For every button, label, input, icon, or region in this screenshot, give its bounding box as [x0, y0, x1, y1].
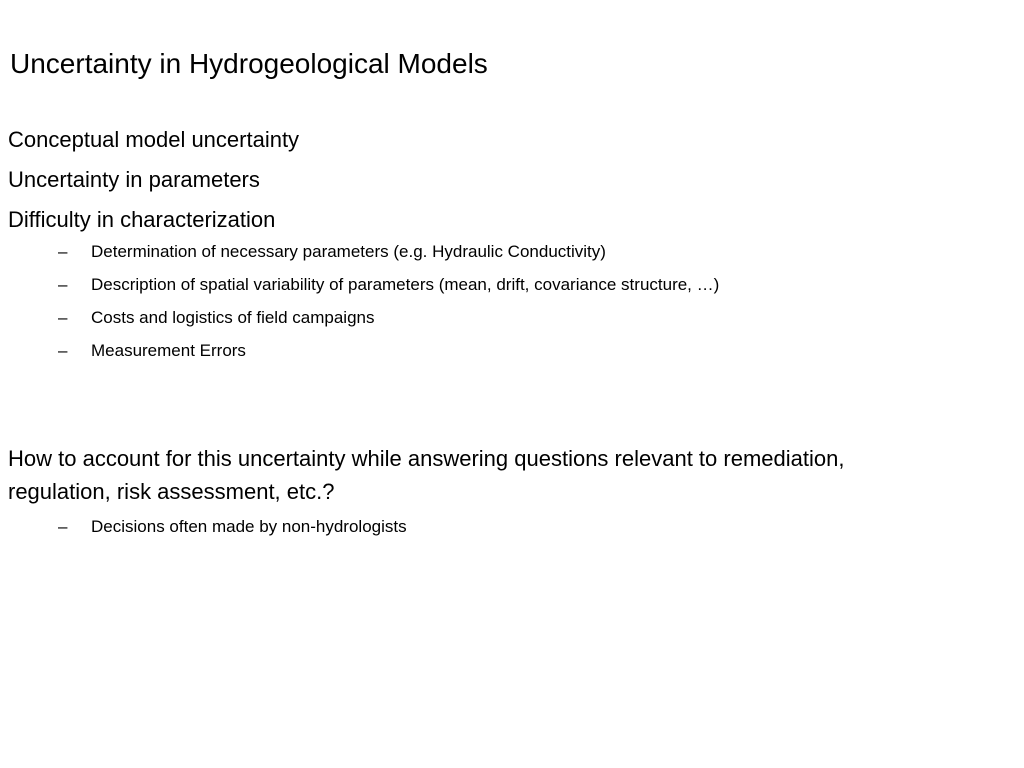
sub-bullet-decisions: [8, 510, 1008, 543]
dash-icon: –: [58, 308, 68, 327]
sub-bullet-text: Measurement Errors: [91, 341, 246, 360]
sub-bullet-determination: [8, 235, 1008, 268]
dash-icon: –: [58, 275, 68, 294]
bullet-uncertainty-in-parameters: Uncertainty in parameters: [8, 167, 260, 192]
dash-icon: –: [58, 341, 68, 360]
bullet-conceptual-model-uncertainty: Conceptual model uncertainty: [8, 127, 300, 152]
sub-bullet-text: Determination of necessary parameters (e.g. Hydraulic Conductivity): [91, 242, 606, 261]
sub-bullet-text: Costs and logistics of field campaigns: [91, 308, 375, 327]
sub-bullet-costs-logistics: [8, 301, 1008, 334]
slide-body: [8, 120, 1008, 543]
sub-bullet-text: Decisions often made by non-hydrologists: [91, 517, 407, 536]
bullet-question: How to account for this uncertainty while answering questions relevant to remediation, regulation, risk assessment, etc.?: [8, 446, 845, 504]
slide-title: Uncertainty in Hydrogeological Models: [10, 48, 488, 79]
sub-bullet-text: Description of spatial variability of parameters (mean, drift, covariance structure, …): [91, 275, 720, 294]
dash-icon: –: [58, 242, 68, 261]
dash-icon: –: [58, 517, 68, 536]
bullet-difficulty-in-characterization: Difficulty in characterization: [8, 207, 276, 232]
sub-bullet-spatial-variability: [8, 268, 1008, 301]
sub-bullet-measurement-errors: [8, 334, 1008, 367]
